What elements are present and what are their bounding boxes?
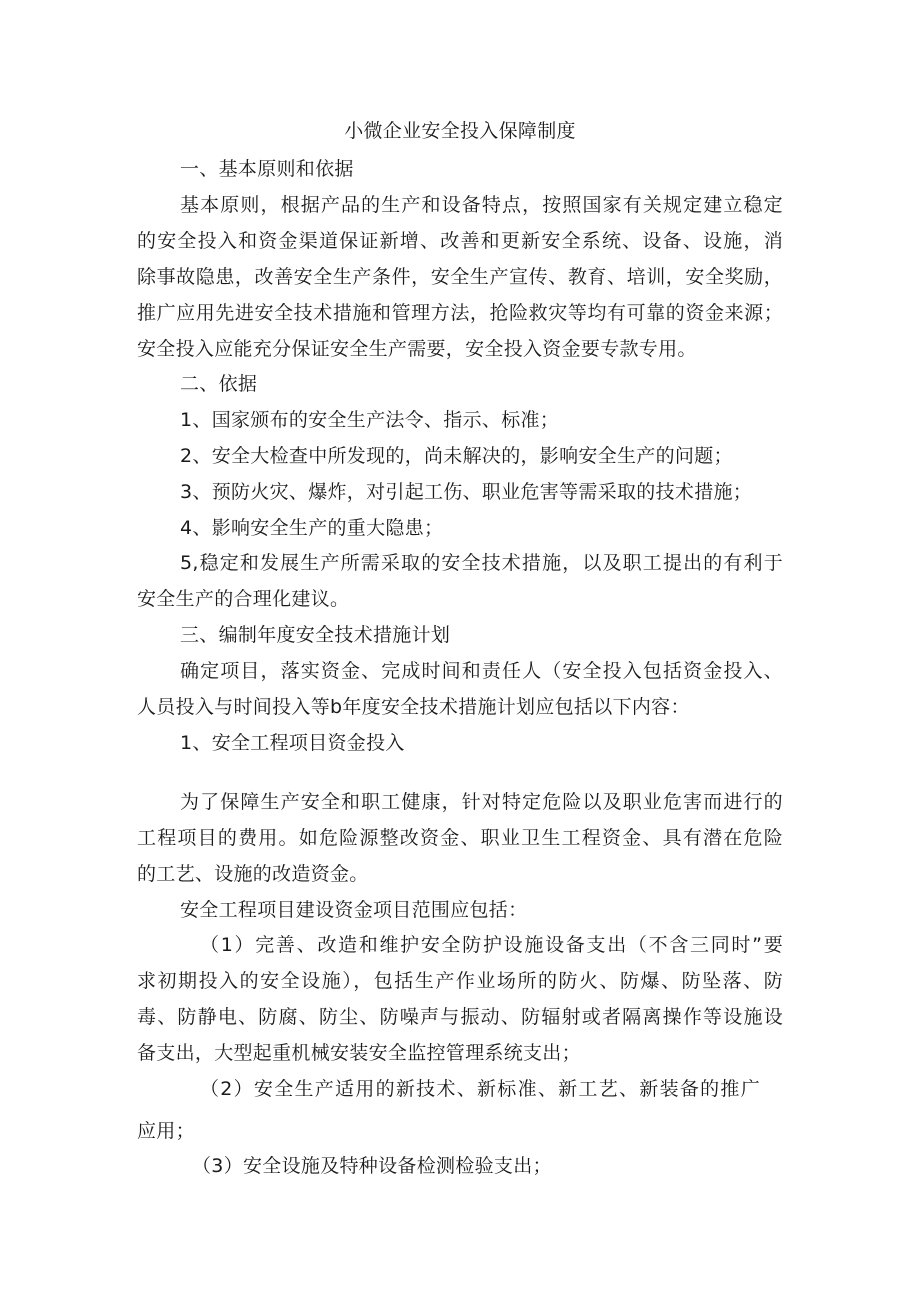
list-item: 5,稳定和发展生产所需采取的安全技术措施，以及职工提出的有利于 (180, 552, 783, 574)
paragraph-line: 为了保障生产安全和职工健康，针对特定危险以及职业危害而进行的 (180, 791, 783, 813)
paragraph-line: 安全工程项目建设资金项目范围应包括： (180, 899, 528, 921)
section-heading: 二、依据 (180, 373, 258, 395)
section-heading: 一、基本原则和依据 (180, 158, 354, 180)
list-item: 4、影响安全生产的重大隐患； (180, 517, 444, 539)
paragraph-line: 人员投入与时间投入等b年度安全技术措施计划应包括以下内容： (137, 696, 690, 718)
subsection-heading: 1、安全工程项目资金投入 (180, 732, 405, 754)
list-item: 3、预防火灾、爆炸，对引起工伤、职业危害等需采取的技术措施； (180, 481, 753, 503)
list-item: （3）安全设施及特种设备检测检验支出； (192, 1155, 552, 1177)
list-item-continuation: 安全生产的合理化建议。 (137, 588, 350, 610)
paragraph-line: 的工艺、设施的改造资金。 (137, 863, 369, 885)
list-item-continuation: 毒、防静电、防腐、防尘、防噪声与振动、防辐射或者隔离操作等设施设 (137, 1006, 783, 1028)
list-item: （1）完善、改造和维护安全防护设施设备支出（不含三同时”要 (200, 934, 783, 956)
paragraph-line: 工程项目的费用。如危险源整改资金、职业卫生工程资金、具有潜在危险 (137, 827, 783, 849)
list-item-continuation: 求初期投入的安全设施），包括生产作业场所的防火、防爆、防坠落、防 (137, 970, 783, 992)
document-title: 小微企业安全投入保障制度 (344, 120, 576, 142)
list-item: 1、国家颁布的安全生产法令、指示、标准； (180, 409, 560, 431)
paragraph-line: 的安全投入和资金渠道保证新增、改善和更新安全系统、设备、设施，消 (137, 230, 783, 252)
paragraph-line: 基本原则，根据产品的生产和设备特点，按照国家有关规定建立稳定 (180, 194, 783, 216)
list-item: （2）安全生产适用的新技术、新标准、新工艺、新装备的推广 (200, 1078, 760, 1100)
list-item: 2、安全大检查中所发现的，尚未解决的，影响安全生产的问题； (180, 445, 733, 467)
list-item-continuation: 应用； (137, 1120, 195, 1142)
section-heading: 三、编制年度安全技术措施计划 (180, 624, 451, 646)
paragraph-line: 安全投入应能充分保证安全生产需要，安全投入资金要专款专用。 (137, 338, 697, 360)
list-item-continuation: 备支出，大型起重机械安装安全监控管理系统支出； (137, 1042, 581, 1064)
paragraph-line: 除事故隐患，改善安全生产条件，安全生产宣传、教育、培训，安全奖励， (137, 266, 783, 288)
paragraph-line: 推广应用先进安全技术措施和管理方法，抢险救灾等均有可靠的资金来源； (137, 302, 783, 324)
paragraph-line: 确定项目，落实资金、完成时间和责任人（安全投入包括资金投入、 (180, 660, 783, 682)
